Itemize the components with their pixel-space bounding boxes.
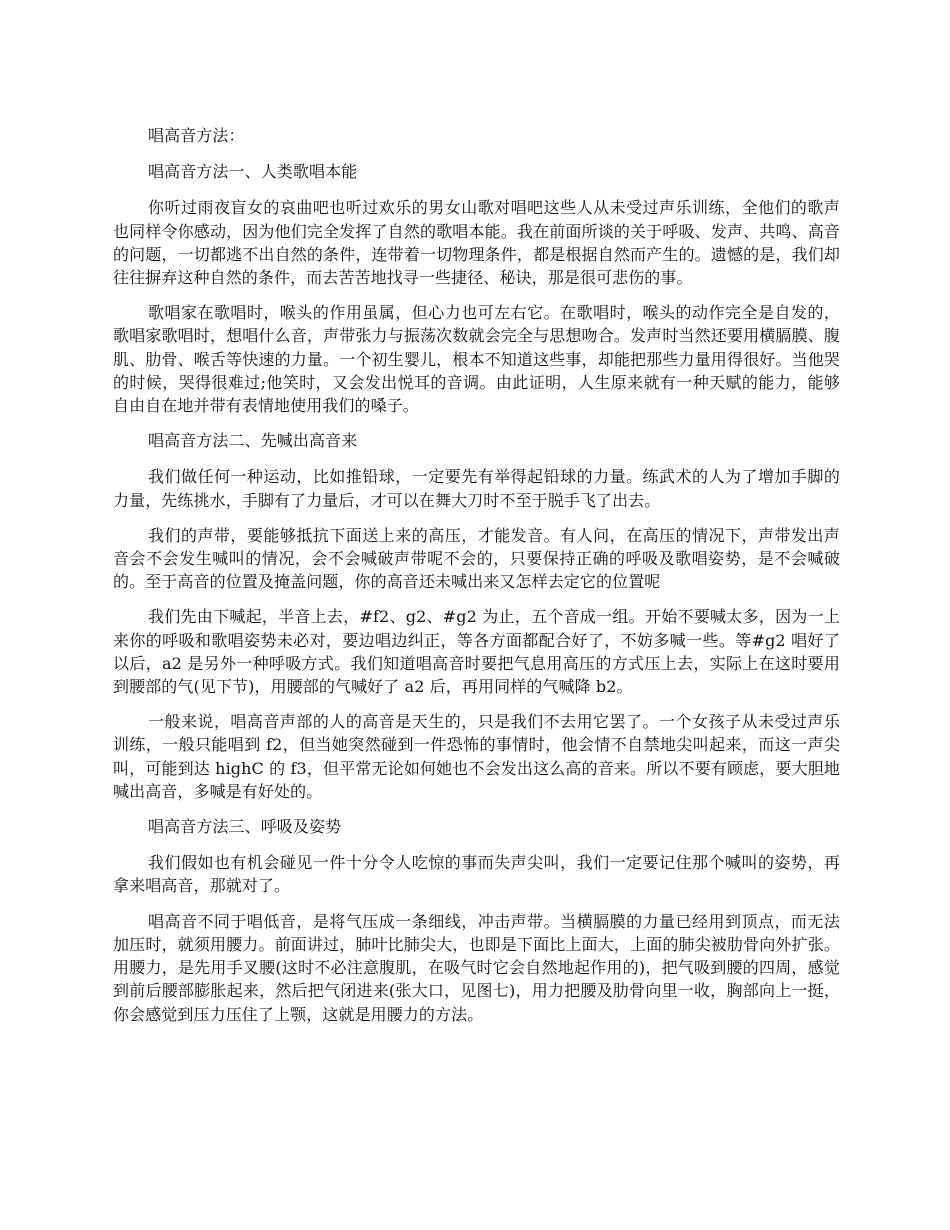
body-paragraph: 歌唱家在歌唱时，喉头的作用虽属，但心力也可左右它。在歌唱时，喉头的动作完全是自发的，歌唱家歌唱时，想唱什么音，声带张力与振荡次数就会完全与思想吻合。发声时当然还要用横膈膜、腹肌、肋骨、喉舌等快速的力量。一个初生婴儿，根本不知道这些事，却能把那些力量用得很好。当他哭的时候，哭得很难过;他笑时，又会发出悦耳的音调。由此证明，人生原来就有一种天赋的能力，能够自由自在地并带有表情地使用我们的嗓子。 <box>113 303 840 416</box>
body-paragraph: 我们做任何一种运动，比如推铅球，一定要先有举得起铅球的力量。练武术的人为了增加手脚的力量，先练挑水，手脚有了力量后，才可以在舞大刀时不至于脱手飞了出去。 <box>113 467 840 510</box>
body-paragraph: 唱高音不同于唱低音，是将气压成一条细线，冲击声带。当横膈膜的力量已经用到顶点，而无法加压时，就须用腰力。前面讲过，肺叶比肺尖大，也即是下面比上面大，上面的肺尖被肋骨向外扩张。用腰力，是先用手叉腰(这时不必注意腹肌，在吸气时它会自然地起作用的)，把气吸到腰的四周，感觉到前后腰部膨胀起来，然后把气闭进来(张大口，见图七)，用力把腰及肋骨向里一收，胸部向上一挺，你会感觉到压力压住了上颚，这就是用腰力的方法。 <box>113 911 840 1024</box>
body-paragraph: 我们先由下喊起，半音上去，#f2、g2、#g2 为止，五个音成一组。开始不要喊太多，因为一上来你的呼吸和歌唱姿势未必对，要边唱边纠正，等各方面都配合好了，不妨多喊一些。等#g2 唱好了以后，a2 是另外一种呼吸方式。我们知道唱高音时要把气息用高压的方式压上去，实际上在这时要用到腰部的气(见下节)，用腰部的气喊好了 a2 后，再用同样的气喊降 b2。 <box>113 607 840 697</box>
section-heading-method-2: 唱高音方法二、先喊出高音来 <box>148 431 358 451</box>
section-heading-method-3: 唱高音方法三、呼吸及姿势 <box>148 817 342 837</box>
body-paragraph: 我们的声带，要能够抵抗下面送上来的高压，才能发音。有人问，在高压的情况下，声带发出声音会不会发生喊叫的情况，会不会喊破声带呢不会的，只要保持正确的呼吸及歌唱姿势，是不会喊破的。至于高音的位置及掩盖问题，你的高音还未喊出来又怎样去定它的位置呢 <box>113 525 840 592</box>
body-paragraph: 一般来说，唱高音声部的人的高音是天生的，只是我们不去用它罢了。一个女孩子从未受过声乐训练，一般只能唱到 f2，但当她突然碰到一件恐怖的事情时，他会情不自禁地尖叫起来，而这一声尖叫，可能到达 highC 的 f3，但平常无论如何她也不会发出这么高的音来。所以不要有顾虑，要大胆地喊出高音，多喊是有好处的。 <box>113 712 840 801</box>
section-heading-method-1: 唱高音方法一、人类歌唱本能 <box>148 162 358 182</box>
body-paragraph: 你听过雨夜盲女的哀曲吧也听过欢乐的男女山歌对唱吧这些人从未受过声乐训练，全他们的歌声也同样令你感动，因为他们完全发挥了自然的歌唱本能。我在前面所谈的关于呼吸、发声、共鸣、高音的问题，一切都逃不出自然的条件，连带着一切物理条件，都是根据自然而产生的。遗憾的是，我们却往往摒弃这种自然的条件，而去苦苦地找寻一些捷径、秘诀，那是很可悲伤的事。 <box>113 198 840 288</box>
document-page <box>113 124 840 1038</box>
section-title: 唱高音方法： <box>148 126 245 145</box>
body-paragraph: 我们假如也有机会碰见一件十分令人吃惊的事而失声尖叫，我们一定要记住那个喊叫的姿势，再拿来唱高音，那就对了。 <box>113 853 840 896</box>
